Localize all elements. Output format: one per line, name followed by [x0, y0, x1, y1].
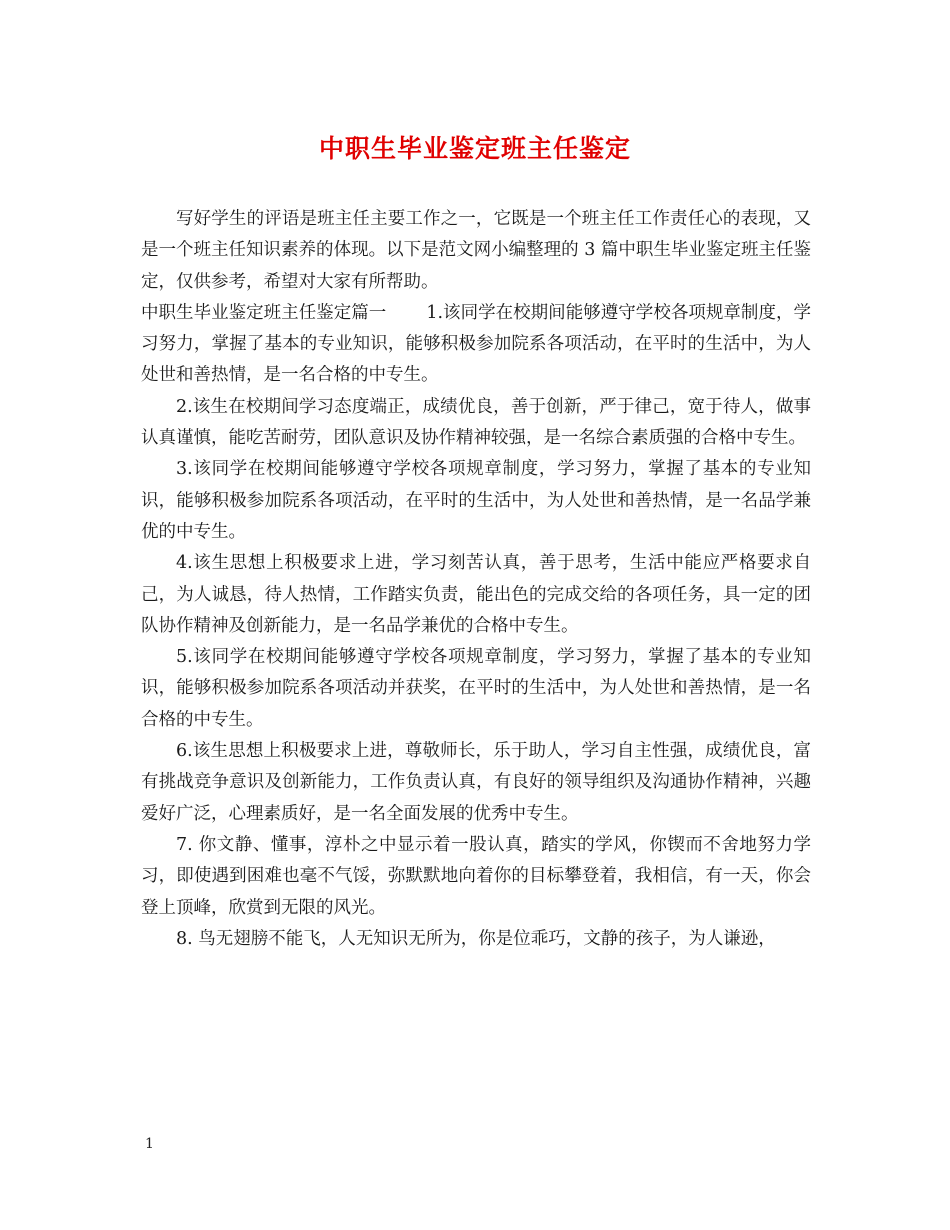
item-6-paragraph: 6.该生思想上积极要求上进，尊敬师长，乐于助人，学习自主性强，成绩优良，富有挑战竞争意识及创新能力，工作负责认真，有良好的领导组织及沟通协作精神，兴趣爱好广泛，心理素质好，是一名全面发展的优秀中专生。	[141, 741, 811, 824]
section-heading: 中职生毕业鉴定班主任鉴定篇一	[141, 302, 387, 323]
item-2-paragraph: 2.该生在校期间学习态度端正，成绩优良，善于创新，严于律己，宽于待人，做事认真谨慎，能吃苦耐劳，团队意识及协作精神较强，是一名综合素质强的合格中专生。	[141, 396, 811, 449]
intro-paragraph: 写好学生的评语是班主任主要工作之一，它既是一个班主任工作责任心的表现，又是一个班主任知识素养的体现。以下是范文网小编整理的 3 篇中职生毕业鉴定班主任鉴定，仅供参考，希望对大家有所帮助。	[141, 209, 811, 292]
item-8-paragraph: 8. 鸟无翅膀不能飞，人无知识无所为，你是位乖巧，文静的孩子，为人谦逊，	[176, 928, 776, 949]
item-5-paragraph: 5.该同学在校期间能够遵守学校各项规章制度，学习努力，掌握了基本的专业知识，能够积极参加院系各项活动并获奖，在平时的生活中，为人处世和善热情，是一名合格的中专生。	[141, 647, 811, 730]
item-3-paragraph: 3.该同学在校期间能够遵守学校各项规章制度，学习努力，掌握了基本的专业知识，能够积极参加院系各项活动，在平时的生活中，为人处世和善热情，是一名品学兼优的中专生。	[141, 459, 811, 542]
item-7-paragraph: 7. 你文静、懂事，淳朴之中显示着一股认真，踏实的学风，你锲而不舍地努力学习，即使遇到困难也毫不气馁，弥默默地向着你的目标攀登着，我相信，有一天，你会登上顶峰，欣赏到无限的风光。	[141, 834, 811, 918]
item-1-text: 1.该同学在校期间能够遵守学校各项规章制度，学习努力，掌握了基本的专业知识，能够积极参加院系各项活动，在平时的生活中，为人处世和善热情，是一名合格的中专生。	[141, 302, 812, 386]
section-first-paragraph	[141, 298, 811, 392]
document-body	[141, 204, 811, 955]
document-title: 中职生毕业鉴定班主任鉴定	[318, 134, 631, 163]
item-4-paragraph: 4.该生思想上积极要求上进，学习刻苦认真，善于思考，生活中能应严格要求自己，为人诚恳，待人热情，工作踏实负责，能出色的完成交给的各项任务，具一定的团队协作精神及创新能力，是一名品学兼优的合格中专生。	[141, 553, 811, 636]
page-number: 1	[145, 1136, 154, 1152]
